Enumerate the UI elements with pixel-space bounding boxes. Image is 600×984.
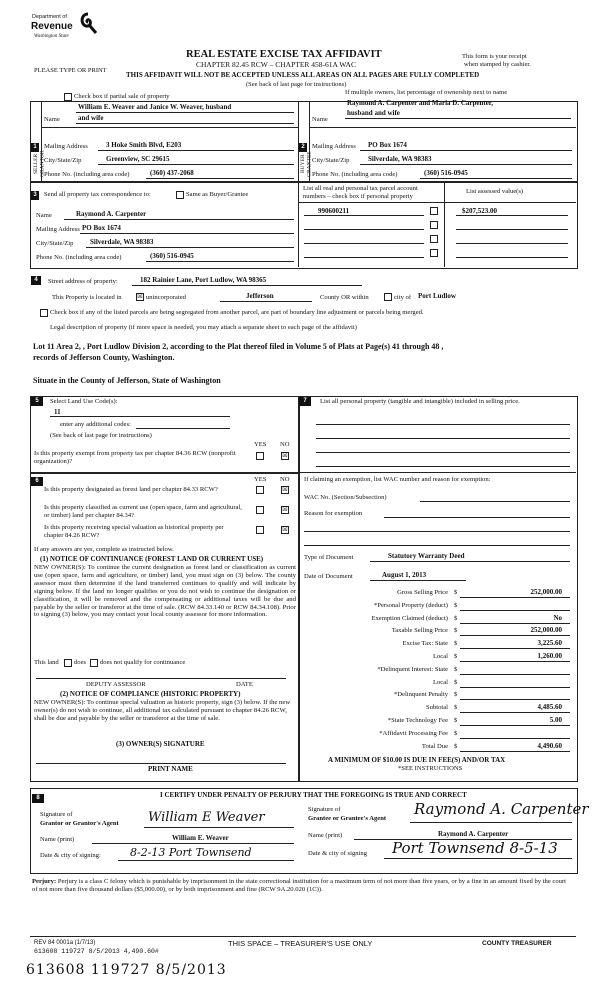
if-yes-note: If any answers are yes, complete as instructed below.: [34, 546, 174, 553]
parcel-2-personal-checkbox[interactable]: [430, 221, 438, 229]
grantor-signature: William E Weaver: [148, 810, 265, 825]
logo-name: Revenue: [31, 21, 73, 32]
doc-date: August 1, 2013: [382, 571, 427, 579]
seller-city-label: City/State/Zip: [44, 157, 82, 164]
calc-value: No: [553, 614, 562, 622]
calc-underline: [460, 674, 570, 675]
see-instructions: *SEE INSTRUCTIONS: [398, 765, 463, 772]
grantee-date-label: Date & city of signing: [308, 850, 367, 857]
calc-underline: [460, 687, 570, 688]
calc-value: 4,485.60: [537, 703, 562, 711]
logo-state: Washington State: [34, 34, 69, 39]
legal-description-label: Legal description of property (if more space is needed, you may attach a separate sheet to each page of the affidavit): [50, 324, 357, 331]
corr-addr: PO Box 1674: [82, 224, 121, 232]
unincorporated-label: unincorporated: [146, 294, 186, 301]
does-not-label: does not qualify for continuance: [100, 659, 186, 666]
warning-text: THIS AFFIDAVIT WILL NOT BE ACCEPTED UNLESS ALL AREAS ON ALL PAGES ARE FULLY COMPLETED: [126, 71, 480, 79]
buyer-side-label: BUYER GRANTEE: [300, 151, 313, 177]
grantee-sig-label-2: Grantee or Grantee's Agent: [308, 815, 387, 822]
calc-underline: [460, 738, 570, 739]
calc-value: 1,260.00: [537, 652, 562, 660]
no-header-5: NO: [280, 441, 290, 448]
form-chapter: CHAPTER 82.45 RCW – CHAPTER 458-61A WAC: [196, 60, 356, 69]
grantor-date-label: Date & city of signing:: [40, 852, 101, 859]
form-title: REAL ESTATE EXCISE TAX AFFIDAVIT: [186, 49, 382, 60]
buyer-addr: PO Box 1674: [368, 141, 407, 149]
calc-underline: [460, 712, 570, 713]
section-4-badge: 4: [31, 276, 41, 285]
same-as-buyer-checkbox[interactable]: [176, 191, 184, 199]
historic-no-checkbox[interactable]: ☒: [282, 526, 288, 533]
does-label: does: [74, 659, 87, 666]
corr-city-label: City/State/Zip: [36, 240, 74, 247]
grantee-date-city: Port Townsend 8-5-13: [392, 839, 558, 857]
county-treasurer-label: COUNTY TREASURER: [482, 940, 552, 947]
calc-currency: $: [454, 602, 458, 609]
print-name-label: PRINT NAME: [148, 765, 193, 773]
seller-side-label: SELLER GRANTOR: [33, 150, 46, 178]
seller-addr-label: Mailing Address: [44, 143, 88, 150]
seller-phone-label: Phone No. (including area code): [44, 171, 130, 178]
historic-question: Is this property receiving special valuation as historical property per chapter 84.26 RCW?: [44, 524, 224, 539]
no-header-6: NO: [280, 476, 290, 483]
notice-1-body: NEW OWNER(S): To continue the current designation as forest land or classification as current use (open space, farm and agriculture, or timber) land, you must sign on (3) below. The county assessor must then determine if the land transferred continues to qualify and will indicate by signing below. If the land no longer qualifies or you do not wish to continue the designation or classification, it will be removed and the compensating or additional taxes will be due and payable by the seller or transferor at the time of sale. (RCW 84.33.140 or RCW 84.34.108). Prior to signing (3) below, you may contact your local county assessor for more information.: [34, 564, 296, 619]
reason-label: Reason for exemption: [304, 510, 363, 517]
street-label: Street address of property:: [48, 278, 118, 285]
owner-signature-label: (3) OWNER(S) SIGNATURE: [116, 740, 205, 748]
situate-text: Situate in the County of Jefferson, State of Washington: [33, 376, 221, 385]
treasurer-space-label: THIS SPACE – TREASURER'S USE ONLY: [228, 939, 373, 948]
logo: [28, 10, 102, 46]
section-5-badge: 5: [31, 397, 43, 406]
city-of-checkbox[interactable]: [384, 293, 392, 301]
personal-property-label: List all personal property (tangible and intangible) included in selling price.: [320, 398, 520, 405]
perjury-text: Perjury is a class C felony which is punishable by imprisonment in the state correctional institution for a maximum term of not more than five years, or by a fine in an amount fixed by the court of not more than five thousand dollars ($5,000.00), or by both imprisonment and fine (RCW 9A.20.020 (1C)).: [32, 878, 566, 893]
parcel-number: 990600211: [318, 207, 350, 215]
multiple-owners-note: If multiple owners, list percentage of ownership next to name: [345, 89, 508, 96]
print-note: PLEASE TYPE OR PRINT: [34, 67, 107, 74]
buyer-name-2: husband and wife: [347, 109, 400, 117]
handwritten-receipt-number: 613608 119727 8/5/2013: [26, 962, 227, 978]
calc-currency: $: [454, 589, 458, 596]
assessed-value: $207,523.00: [462, 207, 497, 215]
calc-label: Subtotal: [426, 704, 448, 711]
calc-value: 3,225.60: [537, 639, 562, 647]
grantor-sig-label-1: Signature of: [40, 811, 73, 818]
this-land-label: This land: [34, 659, 59, 666]
calc-underline: [460, 699, 570, 700]
forest-no-checkbox[interactable]: ☒: [282, 486, 288, 493]
legal-description-1: Lot 11 Area 2, , Port Ludlow Division 2, according to the Plat thereof filed in Volume 5 of Plats at Page(s) 41 through 48 ,: [33, 342, 444, 351]
doc-date-label: Date of Document: [304, 573, 353, 580]
seller-name-2: and wife: [78, 114, 104, 122]
calc-currency: $: [454, 743, 458, 750]
cashier-stamp: 613608 119727 8/5/2013 4,490.60#: [34, 948, 159, 955]
doc-type-label: Type of Document: [304, 554, 354, 561]
parcels-header-1: List all real and personal tax parcel account: [303, 185, 418, 192]
historic-yes-checkbox[interactable]: [256, 526, 264, 534]
rev-number: REV 84 0001a (1/7/13): [34, 940, 96, 946]
calc-value: 4,490.60: [537, 742, 562, 750]
property-city: Port Ludlow: [418, 292, 456, 300]
correspondence-label: Send all property tax correspondence to:: [44, 191, 151, 198]
calc-underline: [460, 648, 570, 649]
parcel-1-personal-checkbox[interactable]: [430, 207, 438, 215]
date-label: DATE: [236, 681, 253, 688]
calc-underline: [460, 725, 570, 726]
forest-yes-checkbox[interactable]: [256, 486, 264, 494]
receipt-note: This form is your receipt: [462, 53, 527, 60]
grantee-sig-label-1: Signature of: [308, 806, 341, 813]
seller-city: Greenview, SC 29615: [106, 155, 170, 163]
current-use-no-checkbox[interactable]: ☒: [282, 506, 288, 513]
section-3-badge: 3: [31, 191, 39, 200]
buyer-city-label: City/State/Zip: [312, 157, 350, 164]
buyer-phone: (360) 516-0945: [424, 169, 468, 177]
calc-underline: [460, 635, 570, 636]
notice-1-title: (1) NOTICE OF CONTINUANCE (FOREST LAND OR CURRENT USE): [40, 555, 264, 563]
calc-underline: [460, 610, 570, 611]
corr-name: Raymond A. Carpenter: [76, 210, 147, 218]
corr-city: Silverdale, WA 98383: [90, 238, 154, 246]
receipt-note-2: when stamped by cashier.: [464, 61, 531, 68]
partial-sale-checkbox[interactable]: [64, 93, 72, 101]
notice-2-title: (2) NOTICE OF COMPLIANCE (HISTORIC PROPERTY): [60, 690, 241, 698]
see-back-note: (See back of last page for instructions): [246, 81, 347, 88]
corr-phone-label: Phone No. (including area code): [36, 254, 122, 261]
calc-label: Gross Selling Price: [397, 589, 448, 596]
calc-value: 5.00: [549, 716, 562, 724]
grantor-sig-label-2: Grantor or Grantor's Agent: [40, 820, 119, 827]
does-checkbox[interactable]: [64, 659, 72, 667]
grantor-name-label: Name (print): [40, 836, 75, 843]
calc-value: 252,000.00: [530, 588, 562, 596]
exempt-yes-checkbox[interactable]: [256, 452, 264, 460]
corr-addr-label: Mailing Address: [36, 226, 80, 233]
calc-currency: $: [454, 730, 458, 737]
located-label: This Property is located in: [52, 294, 122, 301]
section-8-badge: 8: [32, 794, 44, 803]
exemption-label: If claiming an exemption, list WAC number and reason for exemption:: [304, 476, 491, 483]
grantor-date-city: 8-2-13 Port Townsend: [130, 846, 252, 859]
corr-phone: (360) 516-0945: [150, 252, 194, 260]
calc-label: *Personal Property (deduct): [374, 602, 448, 609]
calc-underline: [460, 751, 570, 752]
same-as-buyer-label: Same as Buyer/Grantee: [186, 191, 249, 198]
calc-underline: [460, 661, 570, 662]
current-use-question: Is this property classified as current use (open space, farm and agricultural, or timber) land per chapter 84.34?: [44, 504, 242, 519]
calc-currency: $: [454, 640, 458, 647]
calc-currency: $: [454, 615, 458, 622]
calc-label: Excise Tax: State: [402, 640, 448, 647]
calc-currency: $: [454, 666, 458, 673]
calc-currency: $: [454, 691, 458, 698]
calc-label: Local: [432, 653, 448, 660]
calc-label: Taxable Selling Price: [391, 627, 448, 634]
logo-dept: Department of: [32, 14, 67, 20]
seller-addr: 3 Hoke Smith Blvd, E203: [106, 141, 182, 149]
assessed-value-header: List assessed value(s): [466, 188, 524, 195]
doc-type: Statutory Warranty Deed: [388, 552, 465, 560]
section-1-badge: 1: [31, 143, 39, 152]
calc-currency: $: [454, 679, 458, 686]
yes-header-6: YES: [254, 476, 267, 483]
parcel-3-personal-checkbox[interactable]: [430, 235, 438, 243]
grantee-signature: Raymond A. Carpenter: [414, 800, 589, 818]
calc-label: *Delinquent Penalty: [393, 691, 448, 698]
logo-swirl-icon: [78, 12, 98, 34]
corr-name-label: Name: [36, 212, 52, 219]
calc-value: 252,000.00: [530, 626, 562, 634]
perjury-label: Perjury:: [32, 878, 57, 885]
section-6-badge: 6: [31, 477, 43, 486]
parcel-4-personal-checkbox[interactable]: [430, 249, 438, 257]
calc-underline: [460, 623, 570, 624]
partial-sale-label: Check box if partial sale of property: [74, 93, 170, 100]
grantee-name: Raymond A. Carpenter: [438, 830, 509, 838]
grantor-name: William E. Weaver: [172, 834, 229, 842]
land-use-label: Select Land Use Code(s):: [50, 398, 118, 405]
exempt-no-checkbox[interactable]: ☒: [282, 452, 288, 459]
current-use-yes-checkbox[interactable]: [256, 506, 264, 514]
calc-label: Total Due: [421, 743, 448, 750]
notice-2-body: NEW OWNER(S): To continue special valuation as historic property, sign (3) below. If the new owner(s) do not wish to continue, all additional tax calculated pursuant to chapter 84.26 RCW, shall be due and payable by the seller or transferor at the time of sale.: [34, 699, 291, 722]
certify-statement: I CERTIFY UNDER PENALTY OF PERJURY THAT THE FOREGOING IS TRUE AND CORRECT: [160, 791, 467, 799]
land-use-code: 11: [54, 408, 61, 416]
section-7-badge: 7: [299, 397, 311, 406]
calc-currency: $: [454, 717, 458, 724]
legal-description-2: records of Jefferson County, Washington.: [33, 353, 175, 362]
deputy-assessor-label: DEPUTY ASSESSOR: [86, 681, 146, 688]
perjury-statement: [32, 878, 572, 894]
buyer-addr-label: Mailing Address: [312, 143, 356, 150]
buyer-city: Silverdale, WA 98383: [368, 155, 432, 163]
calc-currency: $: [454, 627, 458, 634]
buyer-name-1: Raymond A. Carpenter and Maria D. Carpenter,: [347, 99, 494, 107]
wac-label: WAC No. (Section/Subsection): [304, 494, 387, 501]
buyer-name-label: Name: [312, 116, 328, 123]
calc-label: *Delinquent Interest: State: [377, 666, 448, 673]
city-of-label: city of: [394, 294, 412, 301]
unincorporated-checkbox[interactable]: ☒: [137, 293, 143, 300]
seller-name-label: Name: [44, 116, 60, 123]
land-use-see-back: (See back of last page for instructions): [50, 432, 152, 439]
calc-label: *Affidavit Processing Fee: [379, 730, 448, 737]
exempt-question: Is this property exempt from property tax per chapter 84.36 RCW (nonprofit organization)?: [34, 450, 236, 465]
does-not-checkbox[interactable]: [90, 659, 98, 667]
calc-label: Exemption Claimed (deduct): [371, 615, 448, 622]
additional-codes-label: enter any additional codes:: [60, 421, 131, 428]
calc-label: *State Technology Fee: [387, 717, 448, 724]
minimum-note: A MINIMUM OF $10.00 IS DUE IN FEE(S) AND/OR TAX: [328, 756, 506, 764]
calc-currency: $: [454, 704, 458, 711]
forest-question: Is this property designated as forest land per chapter 84.33 RCW?: [44, 486, 218, 493]
county-or-within-label: County OR within: [320, 294, 369, 301]
property-county: Jefferson: [246, 292, 274, 300]
seller-phone: (360) 437-2068: [150, 169, 194, 177]
calc-currency: $: [454, 653, 458, 660]
buyer-phone-label: Phone No. (including area code): [312, 171, 398, 178]
calc-label: Local: [432, 679, 448, 686]
segregated-label: Check box if any of the listed parcels are being segregated from another parcel, are part of boundary line adjustment or parcels being merged.: [50, 309, 424, 316]
section-2-badge: 2: [299, 143, 307, 152]
calc-underline: [460, 597, 570, 598]
seller-name-1: William E. Weaver and Janice W. Weaver, husband: [78, 103, 232, 111]
segregated-checkbox[interactable]: [40, 309, 48, 317]
grantee-name-label: Name (print): [308, 832, 343, 839]
street-address: 182 Rainier Lane, Port Ludlow, WA 98365: [140, 276, 267, 284]
yes-header-5: YES: [254, 441, 267, 448]
parcels-header-2: numbers – check box if personal property: [303, 193, 413, 200]
